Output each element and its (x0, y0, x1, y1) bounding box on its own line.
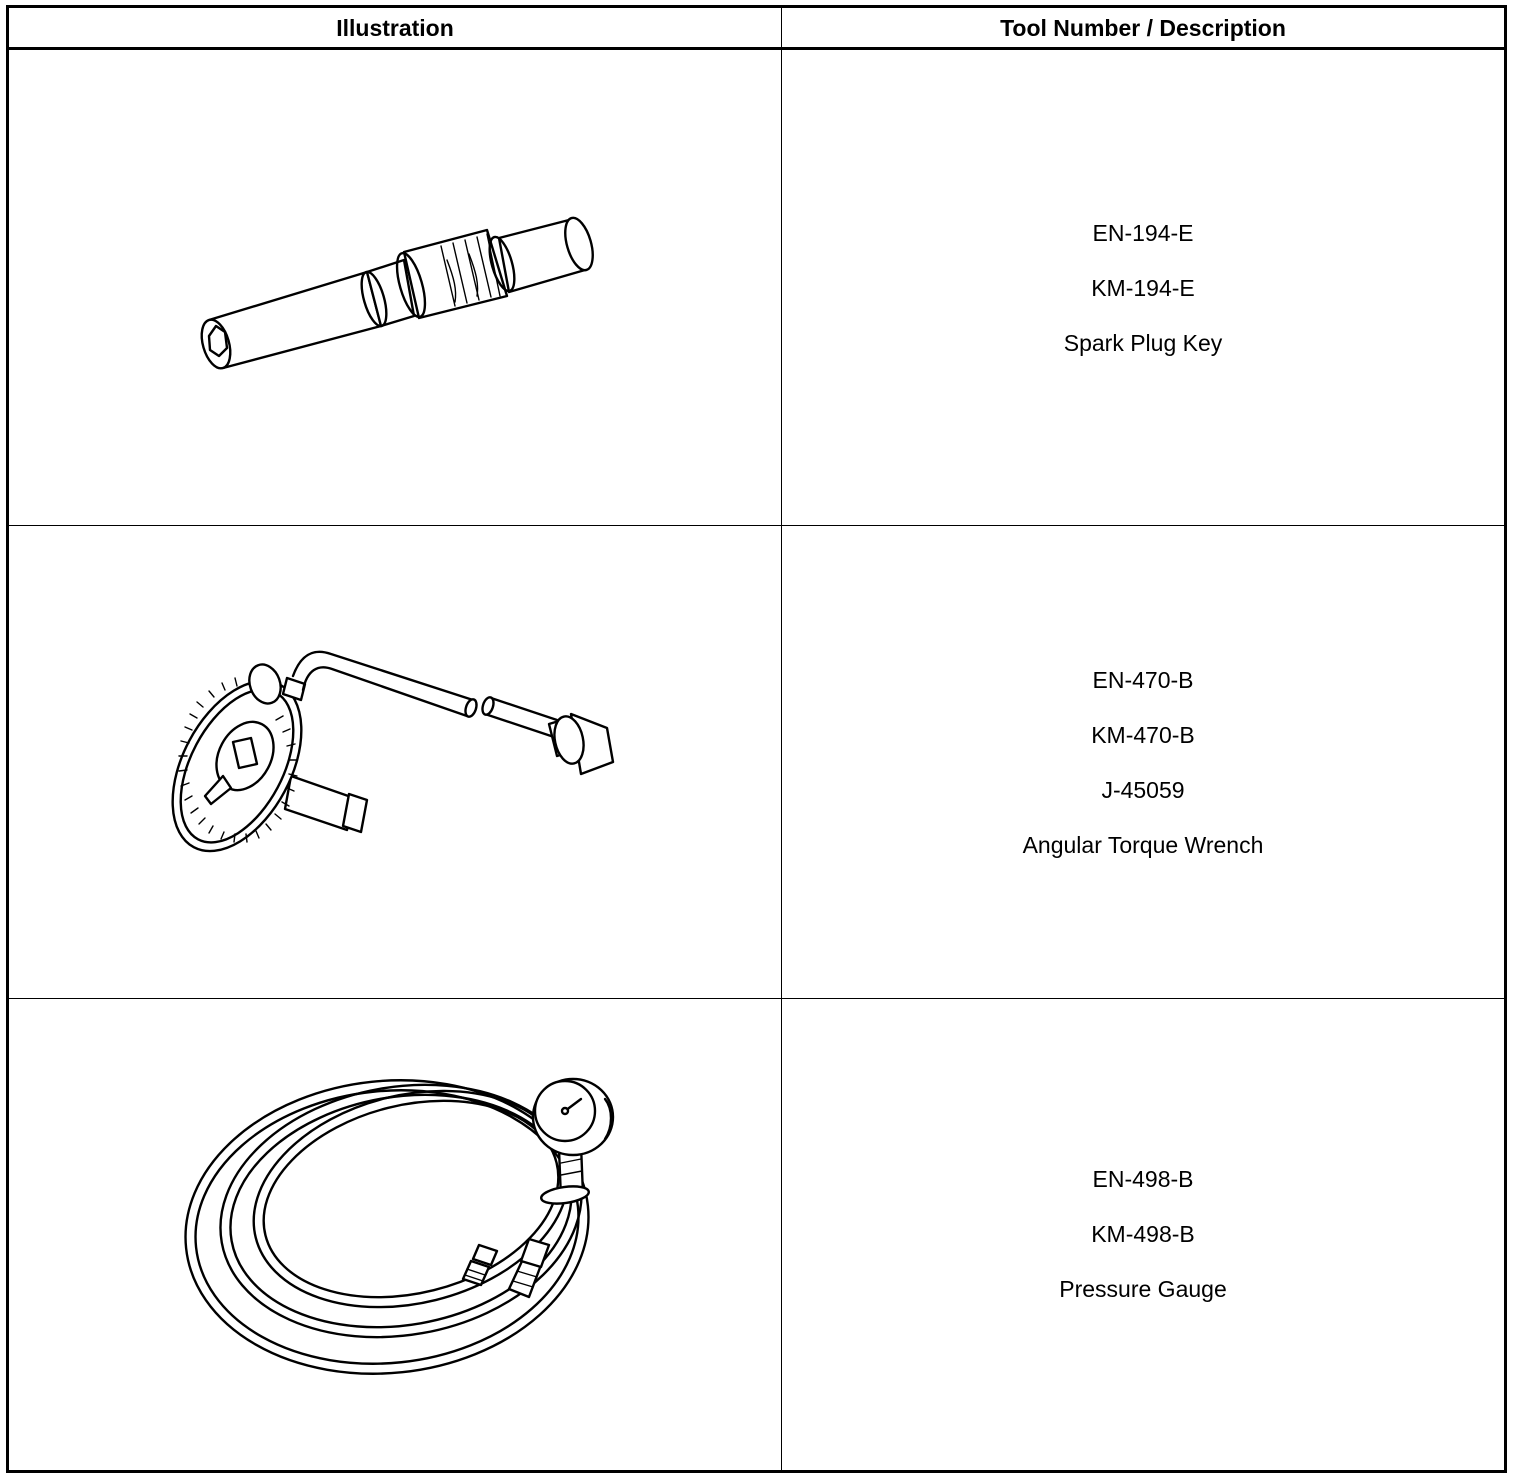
table-row (9, 999, 1504, 1470)
illustration-cell (9, 999, 781, 1470)
tool-number: KM-498-B (1091, 1221, 1195, 1247)
illustration-cell (9, 526, 781, 999)
angular-torque-wrench-icon (9, 526, 781, 999)
header-illustration: Illustration (336, 15, 454, 41)
tool-number: EN-470-B (1092, 666, 1194, 693)
description-cell (782, 999, 1504, 1470)
tool-number: J-45059 (1101, 776, 1185, 803)
tool-description: Angular Torque Wrench (1022, 831, 1264, 858)
table-row (9, 50, 1504, 526)
table-row (9, 526, 1504, 999)
illustration-cell (9, 50, 781, 526)
pressure-gauge-icon (9, 999, 781, 1470)
tool-number: EN-498-B (1092, 1166, 1194, 1192)
tool-description: Spark Plug Key (1063, 329, 1223, 356)
special-tools-table (6, 5, 1507, 1473)
tool-number: EN-194-E (1092, 219, 1194, 246)
description-cell (782, 50, 1504, 526)
description-cell (782, 526, 1504, 999)
table-header-row (9, 8, 1504, 50)
tool-description: Pressure Gauge (1059, 1276, 1227, 1302)
header-tool-number-description: Tool Number / Description (1000, 15, 1286, 41)
tool-number: KM-194-E (1091, 274, 1195, 301)
spark-plug-key-icon (9, 50, 781, 526)
tool-number: KM-470-B (1091, 721, 1195, 748)
